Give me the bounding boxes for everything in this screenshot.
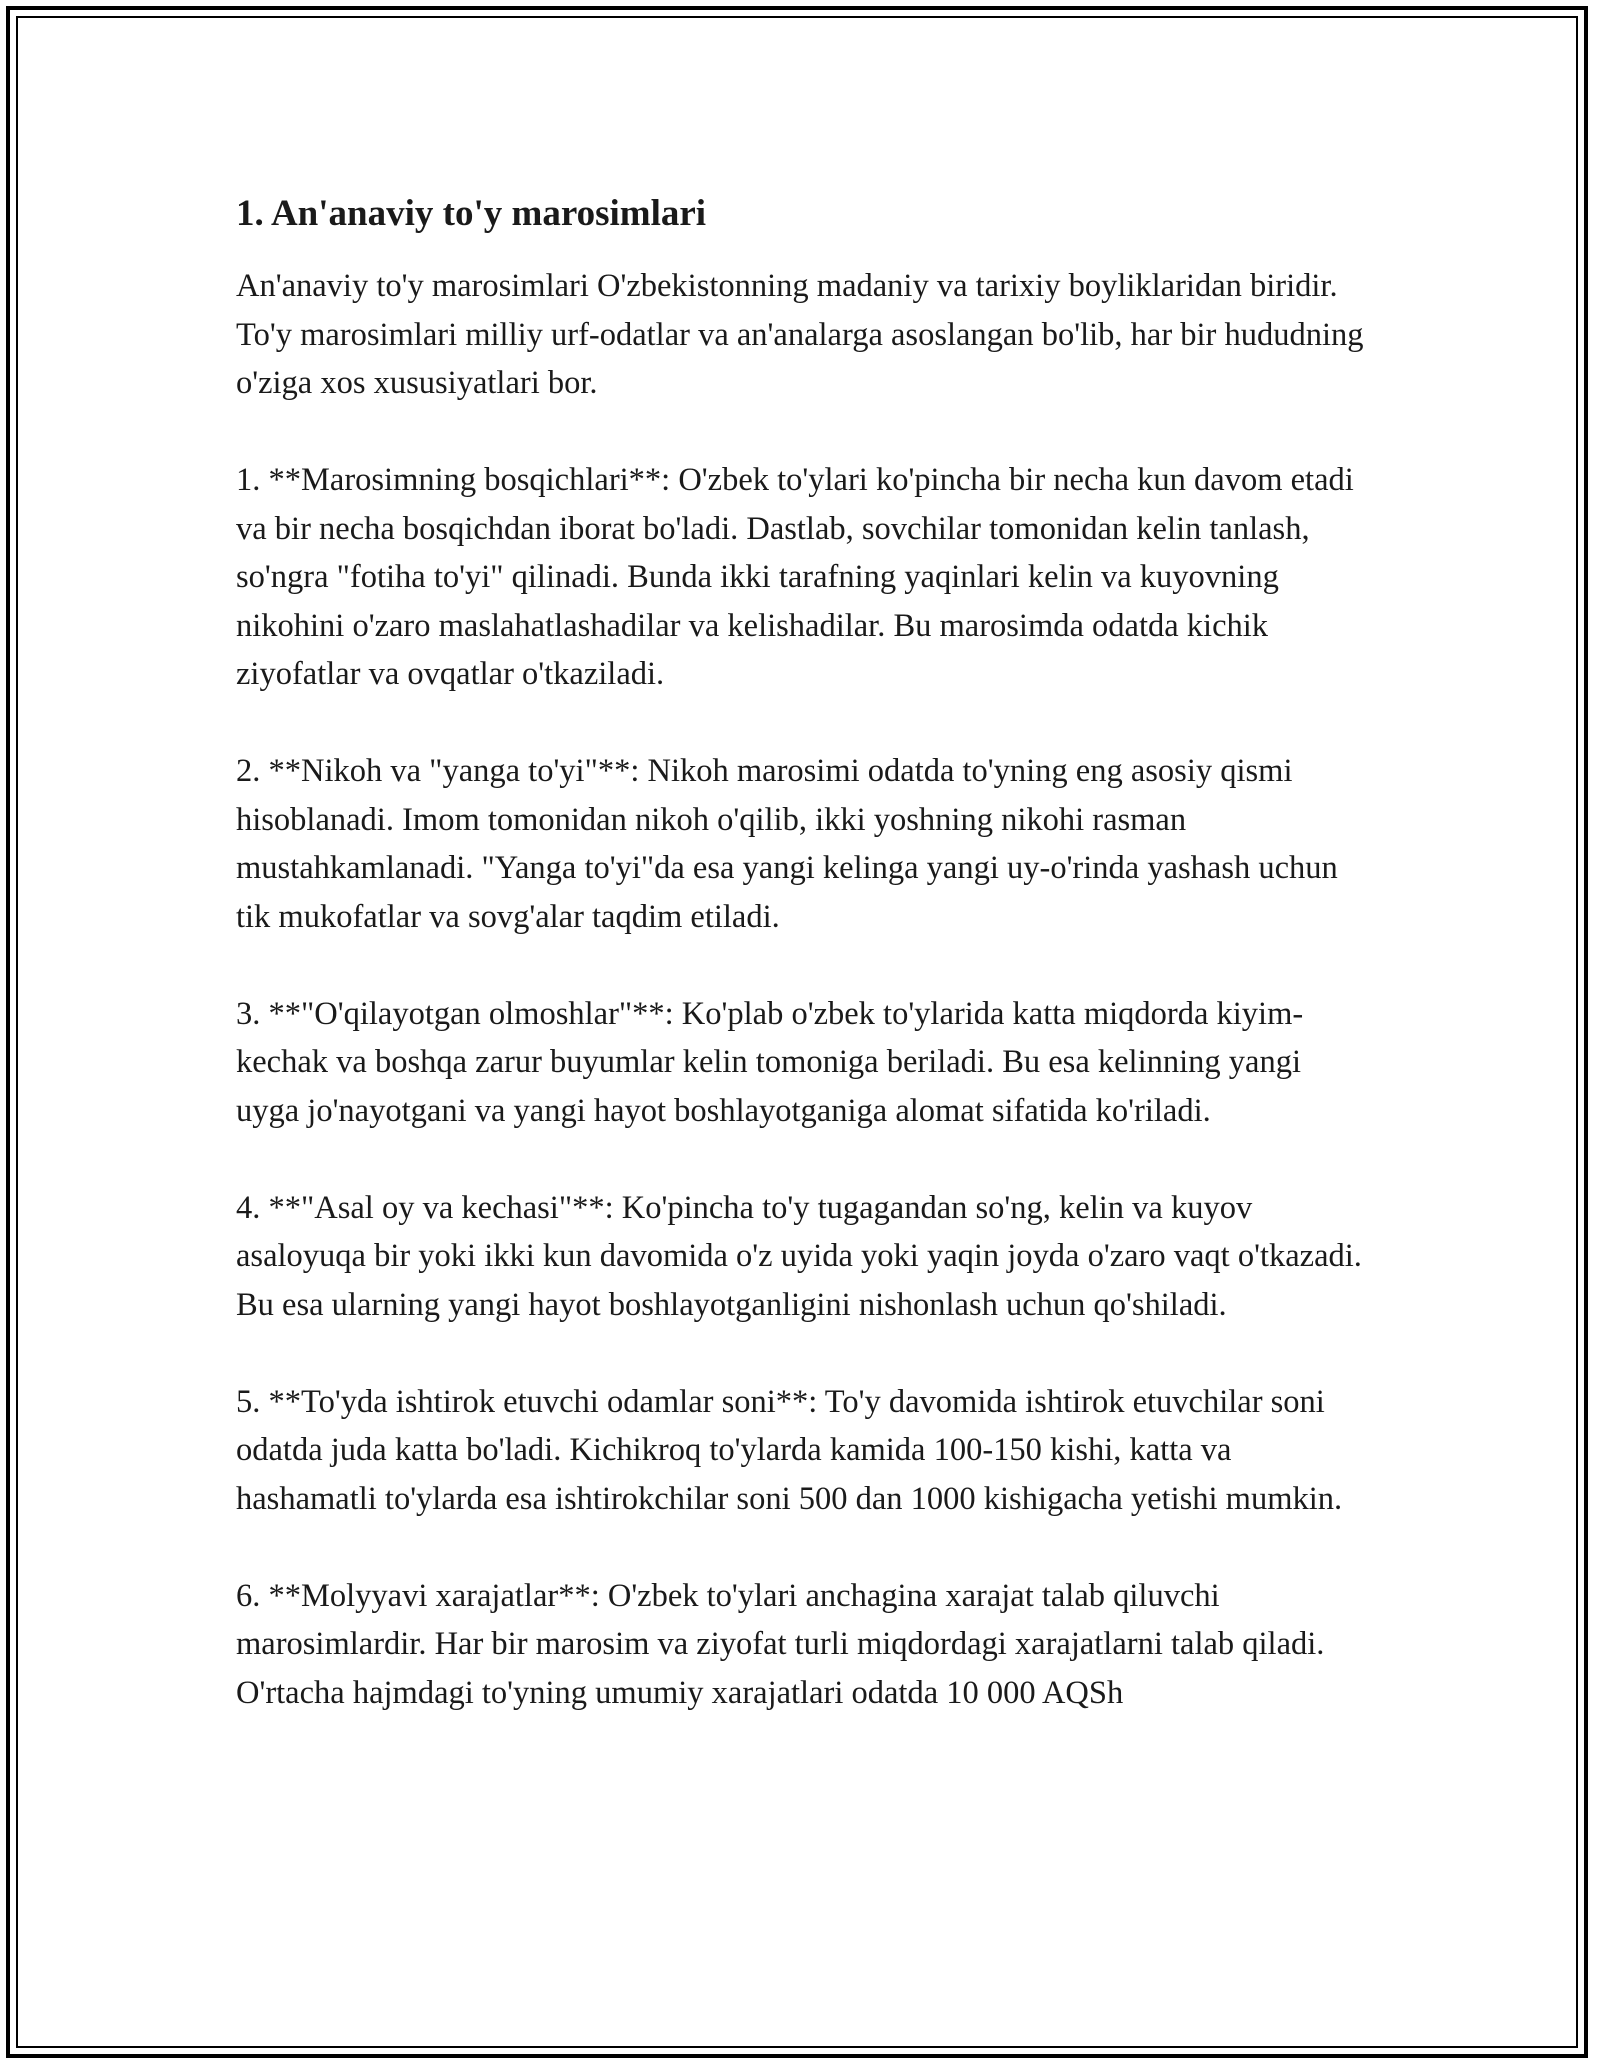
intro-paragraph: An'anaviy to'y marosimlari O'zbekistonning madaniy va tarixiy boyliklaridan biridir. To'y marosimlari milliy urf-odatlar va an'analarga asoslangan bo'lib, har bir hududning o'ziga xos xususiyatlari bor. bbox=[236, 268, 1364, 401]
paragraph-stages: 1. **Marosimning bosqichlari**: O'zbek to'ylari ko'pincha bir necha kun davom etadi va bir necha bosqichdan iborat bo'ladi. Dastlab, sovchilar tomonidan kelin tanlash, so'ngra "fotiha to'yi" qilinadi. Bunda ikki tarafning yaqinlari kelin va kuyovning nikohini o'zaro maslahatlashadilar va kelishadilar. Bu marosimda odatda kichik ziyofatlar va ovqatlar o'tkaziladi. bbox=[236, 462, 1354, 692]
paragraph-asal-oy: 4. **"Asal oy va kechasi"**: Ko'pincha to'y tugagandan so'ng, kelin va kuyov asaloyuqa bir yoki ikki kun davomida o'z uyida yoki yaqin joyda o'zaro vaqt o'tkazadi. Bu esa ularning yangi hayot boshlayotganligini nishonlash uchun qo'shiladi. bbox=[236, 1189, 1362, 1323]
paragraph-expenses: 6. **Molyyavi xarajatlar**: O'zbek to'ylari anchagina xarajat talab qiluvchi marosimlardir. Har bir marosim va ziyofat turli miqdordagi xarajatlarni talab qiladi. O'rtacha hajmdagi to'yning umumiy xarajatlari odatda 10 000 AQSh bbox=[236, 1577, 1325, 1711]
document-body bbox=[236, 188, 1366, 1766]
paragraph-nikoh: 2. **Nikoh va "yanga to'yi"**: Nikoh marosimi odatda to'yning eng asosiy qismi hisoblanadi. Imom tomonidan nikoh o'qilib, ikki yoshning nikohi rasman mustahkamlanadi. "Yanga to'yi"da esa yangi kelinga yangi uy-o'rinda yashash uchun tik mukofatlar va sovg'alar taqdim etiladi. bbox=[236, 753, 1338, 935]
section-title: 1. An'anaviy to'y marosimlari bbox=[236, 193, 707, 234]
paragraph-olmoshlar: 3. **"O'qilayotgan olmoshlar"**: Ko'plab o'zbek to'ylarida katta miqdorda kiyim-kechak va boshqa zarur buyumlar kelin tomoniga beriladi. Bu esa kelinning yangi uyga jo'nayotgani va yangi hayot boshlayotganiga alomat sifatida ko'riladi. bbox=[236, 995, 1304, 1129]
paragraph-guest-count: 5. **To'yda ishtirok etuvchi odamlar soni**: To'y davomida ishtirok etuvchilar soni odatda juda katta bo'ladi. Kichikroq to'ylarda kamida 100-150 kishi, katta va hashamatli to'ylarda esa ishtirokchilar soni 500 dan 1000 kishigacha yetishi mumkin. bbox=[236, 1383, 1343, 1517]
